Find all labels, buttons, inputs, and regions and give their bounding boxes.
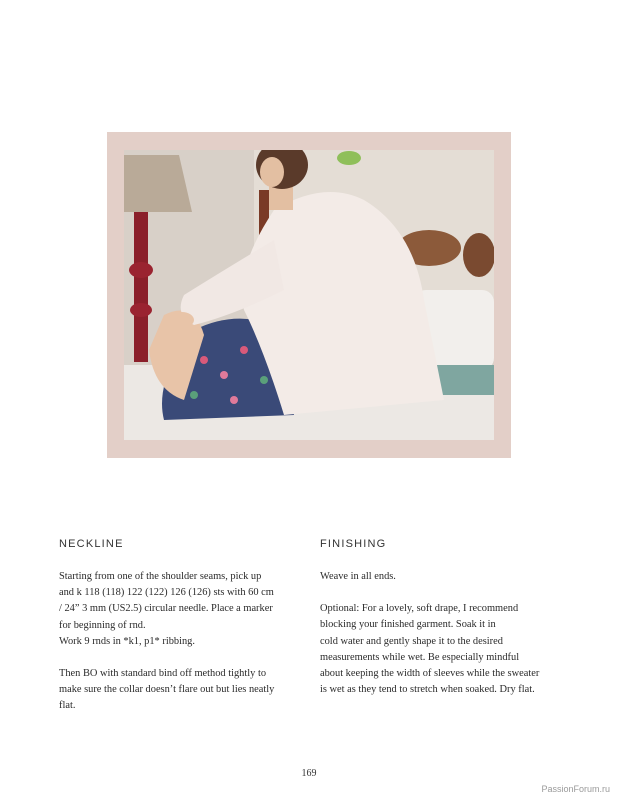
neckline-paragraph-2 — [59, 666, 299, 715]
page-number: 169 — [301, 768, 317, 779]
text-line: Starting from one of the shoulder seams, pick up — [59, 571, 262, 582]
finishing-section — [320, 538, 565, 714]
text-line: about keeping the width of sleeves while the sweater — [320, 668, 540, 680]
finishing-paragraph-2 — [320, 601, 565, 698]
text-line: and k 118 (118) 122 (122) 126 (126) sts with 60 cm — [59, 587, 274, 599]
photo-illustration — [124, 150, 494, 440]
text-line: Work 9 rnds in *k1, p1* ribbing. — [59, 635, 195, 647]
text-line: Optional: For a lovely, soft drape, I recommend — [320, 603, 519, 615]
sweater-photo — [124, 150, 494, 440]
watermark: PassionForum.ru — [541, 784, 610, 794]
finishing-paragraph-1 — [320, 569, 565, 585]
neckline-paragraph-1 — [59, 569, 299, 650]
photo-frame — [107, 132, 511, 458]
text-line: for beginning of rnd. — [59, 619, 146, 631]
neckline-section — [59, 538, 299, 731]
text-line: blocking your finished garment. Soak it in — [320, 619, 496, 631]
neckline-heading: NECKLINE — [59, 538, 124, 550]
text-line: measurements while wet. Be especially mindful — [320, 651, 520, 663]
text-line: is wet as they tend to stretch when soaked. Dry flat. — [320, 684, 535, 696]
text-line: / 24” 3 mm (US2.5) circular needle. Place a marker — [59, 603, 273, 615]
text-line: Weave in all ends. — [320, 571, 396, 582]
text-line: cold water and gently shape it to the desired — [320, 635, 503, 647]
finishing-heading: FINISHING — [320, 538, 387, 550]
text-line: flat. — [59, 700, 76, 712]
text-line: Then BO with standard bind off method tightly to — [59, 668, 267, 680]
text-line: make sure the collar doesn’t flare out but lies neatly — [59, 684, 275, 696]
